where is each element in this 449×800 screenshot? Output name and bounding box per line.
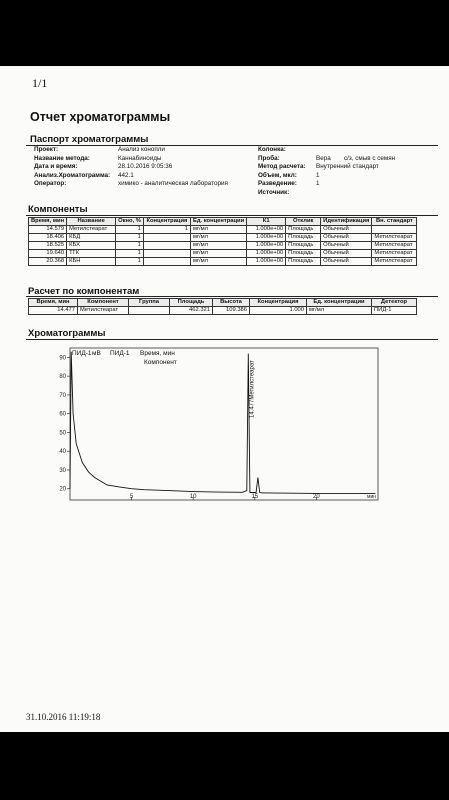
passport-label: Дата и время:: [34, 163, 78, 170]
peak-label: 14.477Метилстеарат: [249, 360, 256, 418]
y-tick-label: 20: [59, 486, 66, 493]
column-header: Концентрация: [143, 218, 190, 226]
table-cell: Обычный: [321, 226, 372, 234]
table-cell: [129, 307, 170, 315]
table-cell: 1.000e+00: [247, 234, 286, 242]
table-row: [29, 226, 417, 234]
table-row: [29, 242, 417, 250]
table-cell: Метилстеарат: [372, 250, 417, 258]
column-header: Ед. концентрации: [190, 218, 246, 226]
table-cell: 18.406: [29, 234, 67, 242]
passport-row: [34, 172, 228, 181]
report-title: Отчет хроматограммы: [30, 110, 171, 124]
table-cell: 109.386: [213, 307, 250, 315]
passport-row: [34, 180, 228, 189]
passport-label: Проект:: [34, 146, 59, 153]
table-row: [29, 250, 417, 258]
table-header-row: [29, 299, 417, 307]
table-cell: 18.525: [29, 242, 67, 250]
table-cell: Метилстеарат: [372, 258, 417, 266]
table-row: [29, 307, 417, 315]
column-header: Окно, %: [116, 218, 144, 226]
x-tick-label: 15: [251, 494, 259, 500]
table-cell: Метилстеарат: [372, 242, 417, 250]
table-cell: 1.000e+00: [247, 258, 286, 266]
table-cell: ПИД-1: [372, 307, 417, 315]
components-heading: Компоненты: [28, 204, 88, 215]
column-header: Название: [67, 218, 116, 226]
y-tick-label: 80: [59, 374, 66, 381]
passport-value: 442.1: [118, 171, 134, 179]
table-header-row: [29, 218, 417, 226]
table-row: [29, 258, 417, 266]
passport-heading: Паспорт хроматограммы: [30, 134, 149, 145]
passport-value: 28.10.2016 9:05:36: [118, 163, 173, 170]
passport-label: Источник:: [258, 188, 290, 196]
x-unit-label: мин: [367, 494, 376, 500]
sample-note: с/з, смыв с семян: [344, 154, 396, 162]
legend-x-label: Время, мин: [140, 350, 175, 357]
passport-value: 1: [316, 180, 320, 187]
column-header: Время, мин: [29, 299, 78, 307]
table-cell: 1: [116, 258, 144, 266]
column-header: Концентрация: [250, 299, 307, 307]
column-header: Площадь: [170, 299, 213, 307]
passport-value: химико - аналитическая лаборатория: [118, 180, 228, 187]
column-header: Вн. стандарт: [372, 218, 417, 226]
table-cell: [143, 258, 190, 266]
table-cell: 1: [116, 242, 144, 250]
page-number: 1/1: [32, 76, 48, 90]
column-header: Ед. концентрации: [307, 299, 372, 307]
table-cell: [143, 234, 190, 242]
print-timestamp: 31.10.2016 11:19:18: [26, 712, 101, 722]
table-cell: 14.477: [29, 307, 78, 315]
table-row: [29, 234, 417, 242]
table-cell: [143, 242, 190, 250]
table-cell: 14.579: [29, 226, 67, 234]
table-cell: КБН: [67, 258, 116, 266]
table-cell: Обычный: [321, 258, 372, 266]
table-cell: мг/мл: [190, 258, 246, 266]
passport-row: [34, 155, 228, 164]
x-tick-label: 5: [129, 494, 134, 500]
column-header: Отклик: [286, 218, 321, 226]
divider: [26, 215, 438, 216]
calc-heading: Расчет по компонентам: [28, 286, 140, 297]
x-tick-label: 20: [313, 494, 320, 500]
table-cell: 1.000e+00: [247, 242, 286, 250]
table-cell: мг/мл: [307, 307, 372, 315]
passport-value: Внутренний стандарт: [316, 163, 379, 170]
report-sheet: [0, 66, 449, 732]
table-cell: 1.000e+00: [247, 250, 286, 258]
column-header: Группа: [129, 299, 170, 307]
passport-value: 1: [316, 171, 320, 179]
table-cell: 462.321: [170, 307, 213, 315]
table-cell: Площадь: [286, 242, 321, 250]
table-cell: КБХ: [67, 242, 116, 250]
x-tick-label: 10: [189, 494, 197, 500]
table-cell: 1.000: [250, 307, 307, 315]
column-header: Компонент: [78, 299, 129, 307]
table-cell: Обычный: [321, 250, 372, 258]
table-cell: [372, 226, 417, 234]
y-tick-label: 30: [59, 467, 66, 474]
table-cell: [143, 250, 190, 258]
passport-value: Вера: [316, 154, 331, 162]
table-cell: мг/мл: [190, 250, 246, 258]
table-cell: 1: [116, 250, 144, 258]
table-cell: Площадь: [286, 258, 321, 266]
divider: [26, 296, 438, 297]
passport-label: Анализ.Хроматограмма:: [34, 171, 111, 179]
passport-label: Разведение:: [258, 180, 297, 187]
passport-row: [258, 172, 379, 181]
table-cell: мг/мл: [190, 242, 246, 250]
column-header: Высота: [213, 299, 250, 307]
passport-label: Метод расчета:: [258, 163, 306, 170]
passport-label: Проба:: [258, 154, 280, 162]
chromatogram-chart: [28, 340, 388, 520]
passport-row: [258, 189, 379, 198]
components-table: [28, 217, 417, 266]
y-tick-label: 70: [59, 392, 66, 399]
table-cell: Обычный: [321, 242, 372, 250]
table-cell: Обычный: [321, 234, 372, 242]
y-tick-label: 40: [59, 449, 66, 456]
passport-left-block: [34, 146, 228, 189]
passport-row: [34, 146, 228, 155]
y-tick-label: 60: [59, 411, 66, 418]
table-cell: КБД: [67, 234, 116, 242]
passport-row: [258, 163, 379, 172]
chromatogram-heading: Хроматограммы: [28, 328, 106, 339]
legend-series: Компонент: [144, 359, 177, 366]
table-cell: 19.640: [29, 250, 67, 258]
table-cell: 1: [143, 226, 190, 234]
passport-label: Объем, мкл:: [258, 171, 297, 179]
column-header: К1: [247, 218, 286, 226]
calc-table: [28, 298, 417, 315]
passport-row: [258, 146, 379, 155]
y-tick-label: 50: [59, 430, 66, 437]
table-cell: мг/мл: [190, 226, 246, 234]
table-cell: 1: [116, 226, 144, 234]
table-cell: Площадь: [286, 226, 321, 234]
table-cell: 1: [116, 234, 144, 242]
column-header: Детектор: [372, 299, 417, 307]
passport-label: Колонка:: [258, 146, 286, 153]
passport-row: [34, 163, 228, 172]
legend-detector: ПИД-1: [110, 350, 130, 357]
passport-value: Каннабиноиды: [118, 154, 162, 162]
column-header: Идентификация: [321, 218, 372, 226]
y-tick-label: 90: [59, 355, 66, 362]
passport-label: Название метода:: [34, 154, 90, 162]
table-cell: 1.000e+00: [247, 226, 286, 234]
passport-value: Анализ конопли: [118, 146, 165, 153]
table-cell: Площадь: [286, 234, 321, 242]
table-cell: Метилстеарат: [78, 307, 129, 315]
column-header: Время, мин: [29, 218, 67, 226]
legend-channel: ПИД-1: [72, 350, 92, 357]
table-cell: Метилстеарат: [372, 234, 417, 242]
passport-row: [258, 180, 379, 189]
plot-frame: [70, 348, 378, 500]
signal-trace: [70, 352, 376, 494]
table-cell: ТГК: [67, 250, 116, 258]
table-cell: 20.368: [29, 258, 67, 266]
passport-label: Оператор:: [34, 180, 67, 187]
table-cell: Площадь: [286, 250, 321, 258]
legend-y-unit: мВ: [92, 350, 101, 357]
table-cell: Метилстеарат: [67, 226, 116, 234]
table-cell: мг/мл: [190, 234, 246, 242]
